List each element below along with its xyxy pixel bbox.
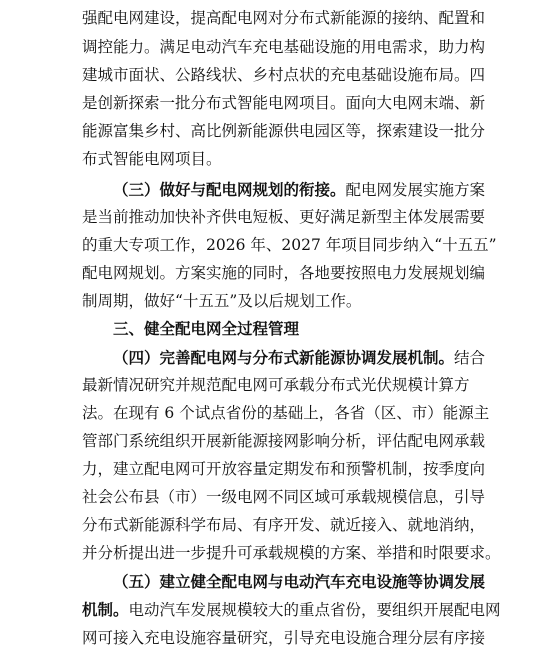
paragraph-line: 管部门系统组织开展新能源接网影响分析，评估配电网承载 <box>82 432 486 450</box>
paragraph-line: 分布式新能源科学布局、有序开发、就近接入、就地消纳， <box>82 516 486 534</box>
subheading-5: （五）建立健全配电网与电动汽车充电设施等协调发展 <box>113 573 486 591</box>
paragraph-line <box>82 597 501 623</box>
paragraph-line: 布式智能电网项目。 <box>82 150 222 168</box>
paragraph-first-line <box>113 177 486 203</box>
subheading-5-tail: 机制。 <box>82 601 129 619</box>
paragraph-text: 结合 <box>454 349 486 367</box>
section-heading: 三、健全配电网全过程管理 <box>113 320 300 338</box>
paragraph-line: 法。在现有 6 个试点省份的基础上，各省（区、市）能源主 <box>82 404 490 422</box>
paragraph-line: 强配电网建设，提高配电网对分布式新能源的接纳、配置和 <box>82 9 486 27</box>
paragraph-line: 是当前推动加快补齐供电短板、更好满足新型主体发展需要 <box>82 208 486 226</box>
paragraph-line: 网可接入充电设施容量研究，引导充电设施合理分层有序接 <box>82 629 486 647</box>
paragraph-line: 并分析提出进一步提升可承载规模的方案、举措和时限要求。 <box>82 544 501 562</box>
paragraph-line: 能源富集乡村、高比例新能源供电园区等，探索建设一批分 <box>82 122 486 140</box>
paragraph-first-line <box>113 345 486 371</box>
subheading-4: （四）完善配电网与分布式新能源协调发展机制。 <box>113 349 455 367</box>
paragraph-line: 建城市面状、公路线状、乡村点状的充电基础设施布局。四 <box>82 66 486 84</box>
paragraph-line: 制周期，做好“十五五”及以后规划工作。 <box>82 292 362 310</box>
paragraph-line: 最新情况研究并规范配电网可承载分布式光伏规模计算方 <box>82 376 470 394</box>
paragraph-line: 调控能力。满足电动汽车充电基础设施的用电需求，助力构 <box>82 38 486 56</box>
subheading-3: （三）做好与配电网规划的衔接。 <box>113 181 346 199</box>
paragraph-line: 的重大专项工作，2026 年、2027 年项目同步纳入“十五五” <box>82 236 497 254</box>
paragraph-line: 力，建立配电网可开放容量定期发布和预警机制，按季度向 <box>82 460 486 478</box>
paragraph-line: 社会公布县（市）一级电网不同区域可承载规模信息，引导 <box>82 488 486 506</box>
paragraph-line: 配电网规划。方案实施的同时，各地要按照电力发展规划编 <box>82 264 486 282</box>
paragraph-text: 配电网发展实施方案 <box>345 181 486 199</box>
paragraph-line: 是创新探索一批分布式智能电网项目。面向大电网末端、新 <box>82 94 486 112</box>
paragraph-first-line <box>113 569 486 595</box>
paragraph-text: 电动汽车发展规模较大的重点省份，要组织开展配电网 <box>128 601 501 619</box>
